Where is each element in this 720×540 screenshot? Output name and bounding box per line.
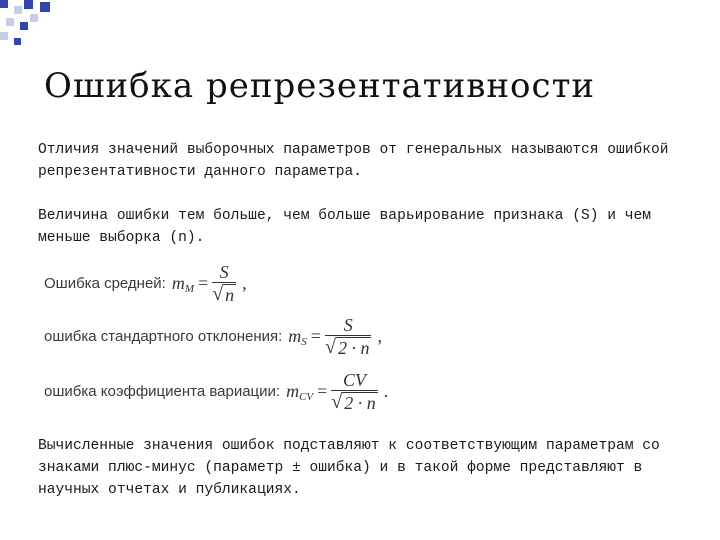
paragraph-usage: Вычисленные значения ошибок подставляют к соответствующим параметрам со знаками плюс-минус (параметр ± ошибка) и в такой форме представляют в научных отчетах и публикациях.: [38, 438, 660, 498]
formula-subscript: S: [301, 335, 307, 348]
formula-equals: =: [310, 326, 321, 346]
formula-punct: .: [383, 381, 389, 401]
formula-expression: [288, 315, 382, 358]
formula-label: ошибка коэффициента вариации:: [44, 383, 281, 400]
formula-symbol: m: [286, 381, 300, 401]
formula-denominator: [331, 391, 377, 413]
sqrt-icon: √: [331, 391, 343, 413]
sqrt-icon: √: [324, 336, 336, 358]
formula-radicand: n: [366, 393, 376, 413]
formula-label: ошибка стандартного отклонения:: [44, 328, 283, 345]
formula-expression: [172, 262, 247, 305]
formula-subscript: M: [184, 282, 195, 295]
deco-square: [40, 2, 50, 12]
formula-den-prefix: 2 ·: [344, 393, 367, 413]
formula-symbol: m: [171, 273, 185, 293]
deco-square: [14, 38, 21, 45]
deco-square: [6, 18, 14, 26]
sqrt-icon: √: [212, 283, 224, 305]
formula-fraction: [325, 315, 371, 358]
formula-fraction: [331, 370, 377, 413]
formula-radicand-group: [336, 337, 372, 358]
formula-numerator: S: [219, 262, 229, 282]
formula-punct: ,: [242, 273, 247, 293]
formula-denominator: [325, 336, 371, 358]
deco-square: [0, 0, 8, 8]
deco-square: [14, 6, 22, 14]
formula-symbol: m: [288, 326, 302, 346]
deco-square: [20, 22, 28, 30]
formula-mean-error: [44, 262, 247, 305]
deco-square: [24, 0, 33, 9]
formula-cv-error: [44, 370, 388, 413]
paragraph-magnitude: Величина ошибки тем больше, чем больше варьирование признака (S) и чем меньше выборка (n).: [38, 208, 652, 246]
formula-den-prefix: 2 ·: [337, 338, 361, 358]
formula-equals: =: [317, 381, 328, 401]
decorative-squares: [0, 0, 720, 48]
deco-square: [0, 32, 8, 40]
formula-equals: =: [198, 273, 209, 293]
paragraph-definition: Отличия значений выборочных параметров от генеральных называются ошибкой репрезентативности данного параметра.: [38, 142, 669, 180]
formula-denominator: [212, 283, 236, 305]
formula-radicand-group: [342, 392, 378, 413]
formula-radicand: n: [225, 285, 235, 305]
formula-label: Ошибка средней:: [44, 275, 166, 292]
deco-square: [30, 14, 38, 22]
formula-fraction: [212, 262, 236, 305]
formula-punct: ,: [377, 326, 382, 346]
formula-expression: [286, 370, 388, 413]
formula-radicand: n: [360, 338, 370, 358]
formula-subscript: CV: [299, 390, 314, 403]
page-title: Ошибка репрезентативности: [44, 66, 596, 106]
formula-numerator: S: [343, 315, 353, 335]
formula-sd-error: [44, 315, 382, 358]
formula-numerator: CV: [343, 370, 367, 390]
